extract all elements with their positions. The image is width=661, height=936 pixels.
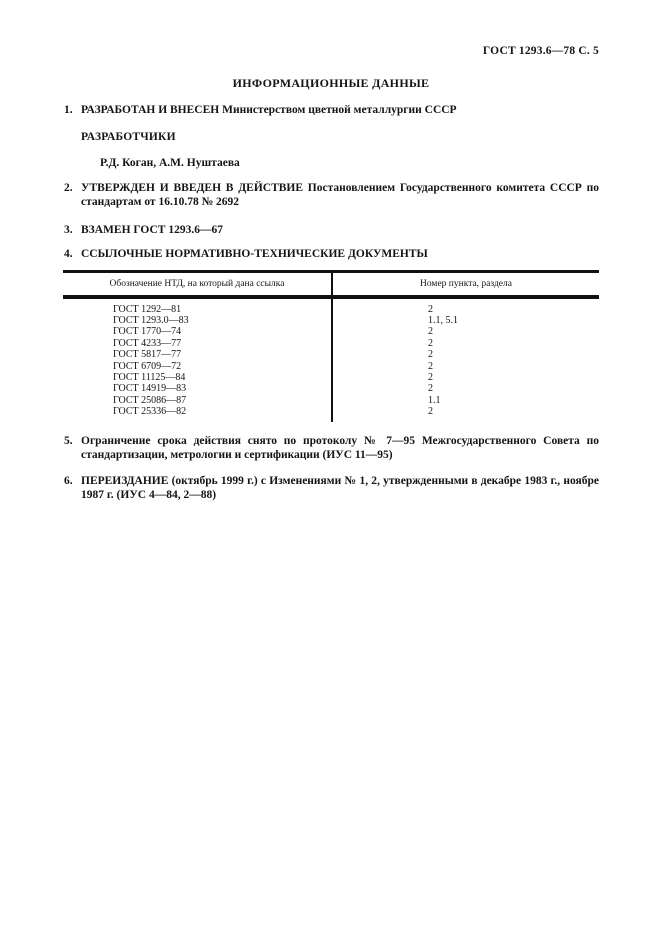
ntd-cell: ГОСТ 5817—77 <box>63 349 332 360</box>
table-row <box>63 361 599 372</box>
references-table <box>63 270 599 422</box>
table-header-row <box>63 271 599 297</box>
section-cell: 2 <box>428 337 433 349</box>
item-2-number: 2. <box>64 181 73 194</box>
item-2-approved <box>63 181 599 210</box>
table-row <box>63 315 599 326</box>
item-6-number: 6. <box>64 474 73 487</box>
ntd-cell: ГОСТ 1293.0—83 <box>63 315 332 326</box>
table-row <box>63 395 599 406</box>
item-2-text: УТВЕРЖДЕН И ВВЕДЕН В ДЕЙСТВИЕ Постановлением Государственного комитета СССР по стандартам от 16.10.78 № 2692 <box>81 181 599 208</box>
item-5-number: 5. <box>64 434 73 447</box>
page-title: ИНФОРМАЦИОННЫЕ ДАННЫЕ <box>232 76 430 90</box>
page-content <box>63 0 599 503</box>
ntd-cell: ГОСТ 25086—87 <box>63 395 332 406</box>
column-header-ntd: Обозначение НТД, на который дана ссылка <box>63 271 332 297</box>
item-5-text: Ограничение срока действия снято по протоколу № 7—95 Межгосударственного Совета по стандартизации, метрологии и сертификации (ИУС 11—95) <box>81 434 599 462</box>
table-row <box>63 338 599 349</box>
item-1-developed-by <box>63 103 599 118</box>
section-cell: 2 <box>428 383 433 395</box>
ntd-cell: ГОСТ 11125—84 <box>63 372 332 383</box>
ntd-cell: ГОСТ 1292—81 <box>63 297 332 315</box>
ntd-cell: ГОСТ 4233—77 <box>63 338 332 349</box>
item-5-validity-limitation <box>63 434 599 463</box>
item-3-text: ВЗАМЕН ГОСТ 1293.6—67 <box>81 223 223 236</box>
section-cell: 1.1, 5.1 <box>428 314 458 326</box>
section-cell: 2 <box>428 360 433 372</box>
table-row <box>63 383 599 394</box>
section-cell: 1.1 <box>428 394 441 406</box>
section-cell: 2 <box>428 371 433 383</box>
column-header-section: Номер пункта, раздела <box>332 271 599 297</box>
section-cell: 2 <box>428 406 433 418</box>
table-row <box>63 372 599 383</box>
ntd-cell: ГОСТ 6709—72 <box>63 361 332 372</box>
item-3-number: 3. <box>64 223 73 236</box>
ntd-cell: ГОСТ 1770—74 <box>63 326 332 337</box>
table-row <box>63 349 599 360</box>
item-1-text: РАЗРАБОТАН И ВНЕСЕН Министерством цветной металлургии СССР <box>81 104 457 116</box>
item-6-text: ПЕРЕИЗДАНИЕ (октябрь 1999 г.) с Изменениями № 1, 2, утвержденными в декабре 1983 г., ноябре 1987 г. (ИУС 4—84, 2—88) <box>81 474 599 502</box>
ntd-cell: ГОСТ 14919—83 <box>63 383 332 394</box>
section-cell: 2 <box>428 349 433 361</box>
item-1-number: 1. <box>64 104 73 116</box>
table-row <box>63 326 599 337</box>
table-row <box>63 297 599 315</box>
table-row <box>63 406 599 421</box>
item-4-text: ССЫЛОЧНЫЕ НОРМАТИВНО-ТЕХНИЧЕСКИЕ ДОКУМЕНТЫ <box>81 248 428 260</box>
section-cell: 2 <box>428 326 433 338</box>
developers-heading: РАЗРАБОТЧИКИ <box>81 130 176 143</box>
ntd-cell: ГОСТ 25336—82 <box>63 406 332 421</box>
running-header: ГОСТ 1293.6—78 С. 5 <box>482 45 599 57</box>
item-4-reference-documents <box>63 247 599 262</box>
section-cell: 2 <box>428 303 433 315</box>
developers-names: Р.Д. Коган, А.М. Нуштаева <box>100 157 240 169</box>
item-6-reissue <box>63 474 599 503</box>
item-3-replaces <box>63 223 599 238</box>
item-4-number: 4. <box>64 248 73 260</box>
